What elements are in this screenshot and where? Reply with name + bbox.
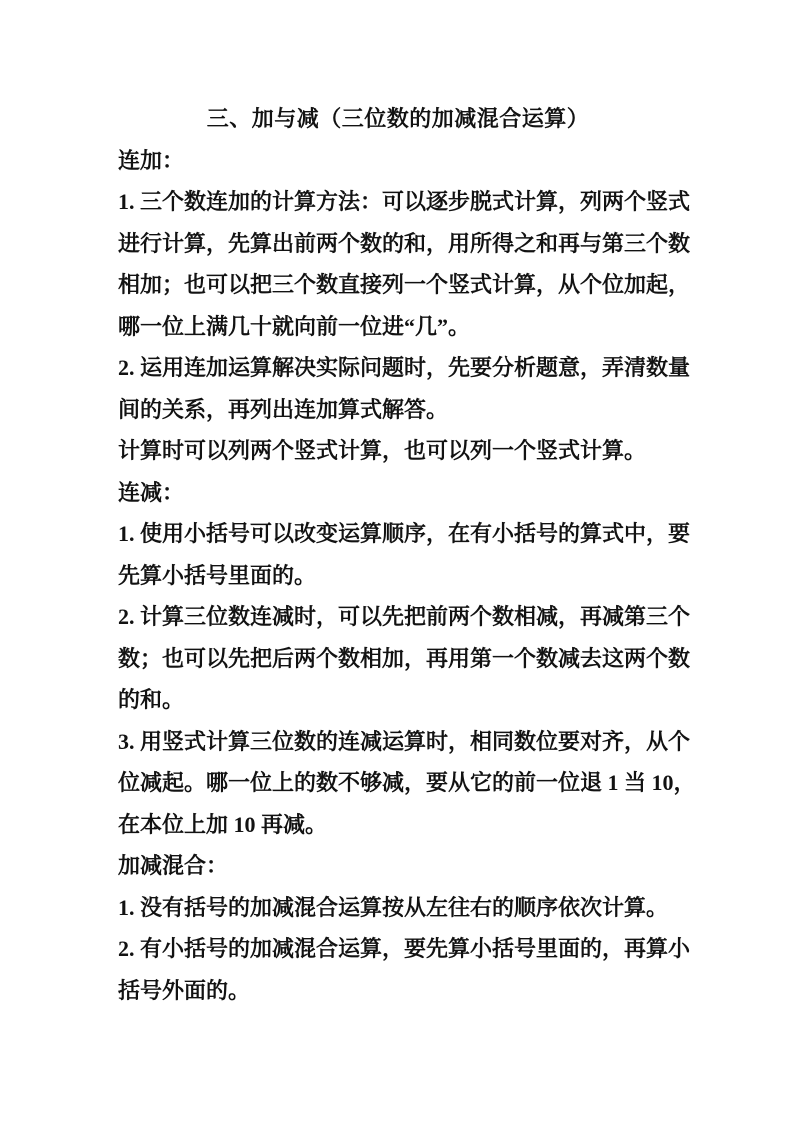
text-line: 括号外面的。 — [118, 977, 251, 1003]
text-line: 加减混合： — [118, 853, 229, 878]
text-line: 间的关系，再列出连加算式解答。 — [118, 396, 449, 422]
document-body — [118, 98, 696, 1011]
text-line: 3. 用竖式计算三位数的连减运算时，相同数位要对齐，从个 — [118, 728, 691, 754]
text-line: 2. 运用连加运算解决实际问题时，先要分析题意，弄清数量 — [118, 355, 691, 380]
text-line: 1. 没有括号的加减混合运算按从左往右的顺序依次计算。 — [118, 894, 669, 920]
text-line: 2. 有小括号的加减混合运算，要先算小括号里面的，再算小 — [118, 936, 691, 961]
text-line: 连减： — [118, 479, 185, 505]
text-line: 哪一位上满几十就向前一位进“几”。 — [118, 313, 471, 339]
text-line: 1. 使用小括号可以改变运算顺序，在有小括号的算式中，要 — [118, 521, 691, 546]
text-line: 相加；也可以把三个数直接列一个竖式计算，从个位加起， — [118, 272, 691, 297]
text-line: 数；也可以先把后两个数相加，再用第一个数减去这两个数 — [118, 645, 691, 671]
text-line: 连加： — [118, 147, 185, 173]
text-line: 进行计算，先算出前两个数的和，用所得之和再与第三个数 — [118, 230, 691, 256]
text-line: 计算时可以列两个竖式计算，也可以列一个竖式计算。 — [118, 438, 647, 463]
text-line: 在本位上加 10 再减。 — [118, 811, 328, 837]
text-line: 1. 三个数连加的计算方法：可以逐步脱式计算，列两个竖式 — [118, 189, 691, 214]
text-line: 的和。 — [118, 687, 185, 712]
document-title: 三、加与减（三位数的加减混合运算） — [206, 106, 590, 131]
text-line: 2. 计算三位数连减时，可以先把前两个数相减，再减第三个 — [118, 604, 691, 629]
text-line: 先算小括号里面的。 — [118, 562, 317, 588]
text-line: 位减起。哪一位上的数不够减，要从它的前一位退 1 当 10， — [118, 770, 696, 795]
